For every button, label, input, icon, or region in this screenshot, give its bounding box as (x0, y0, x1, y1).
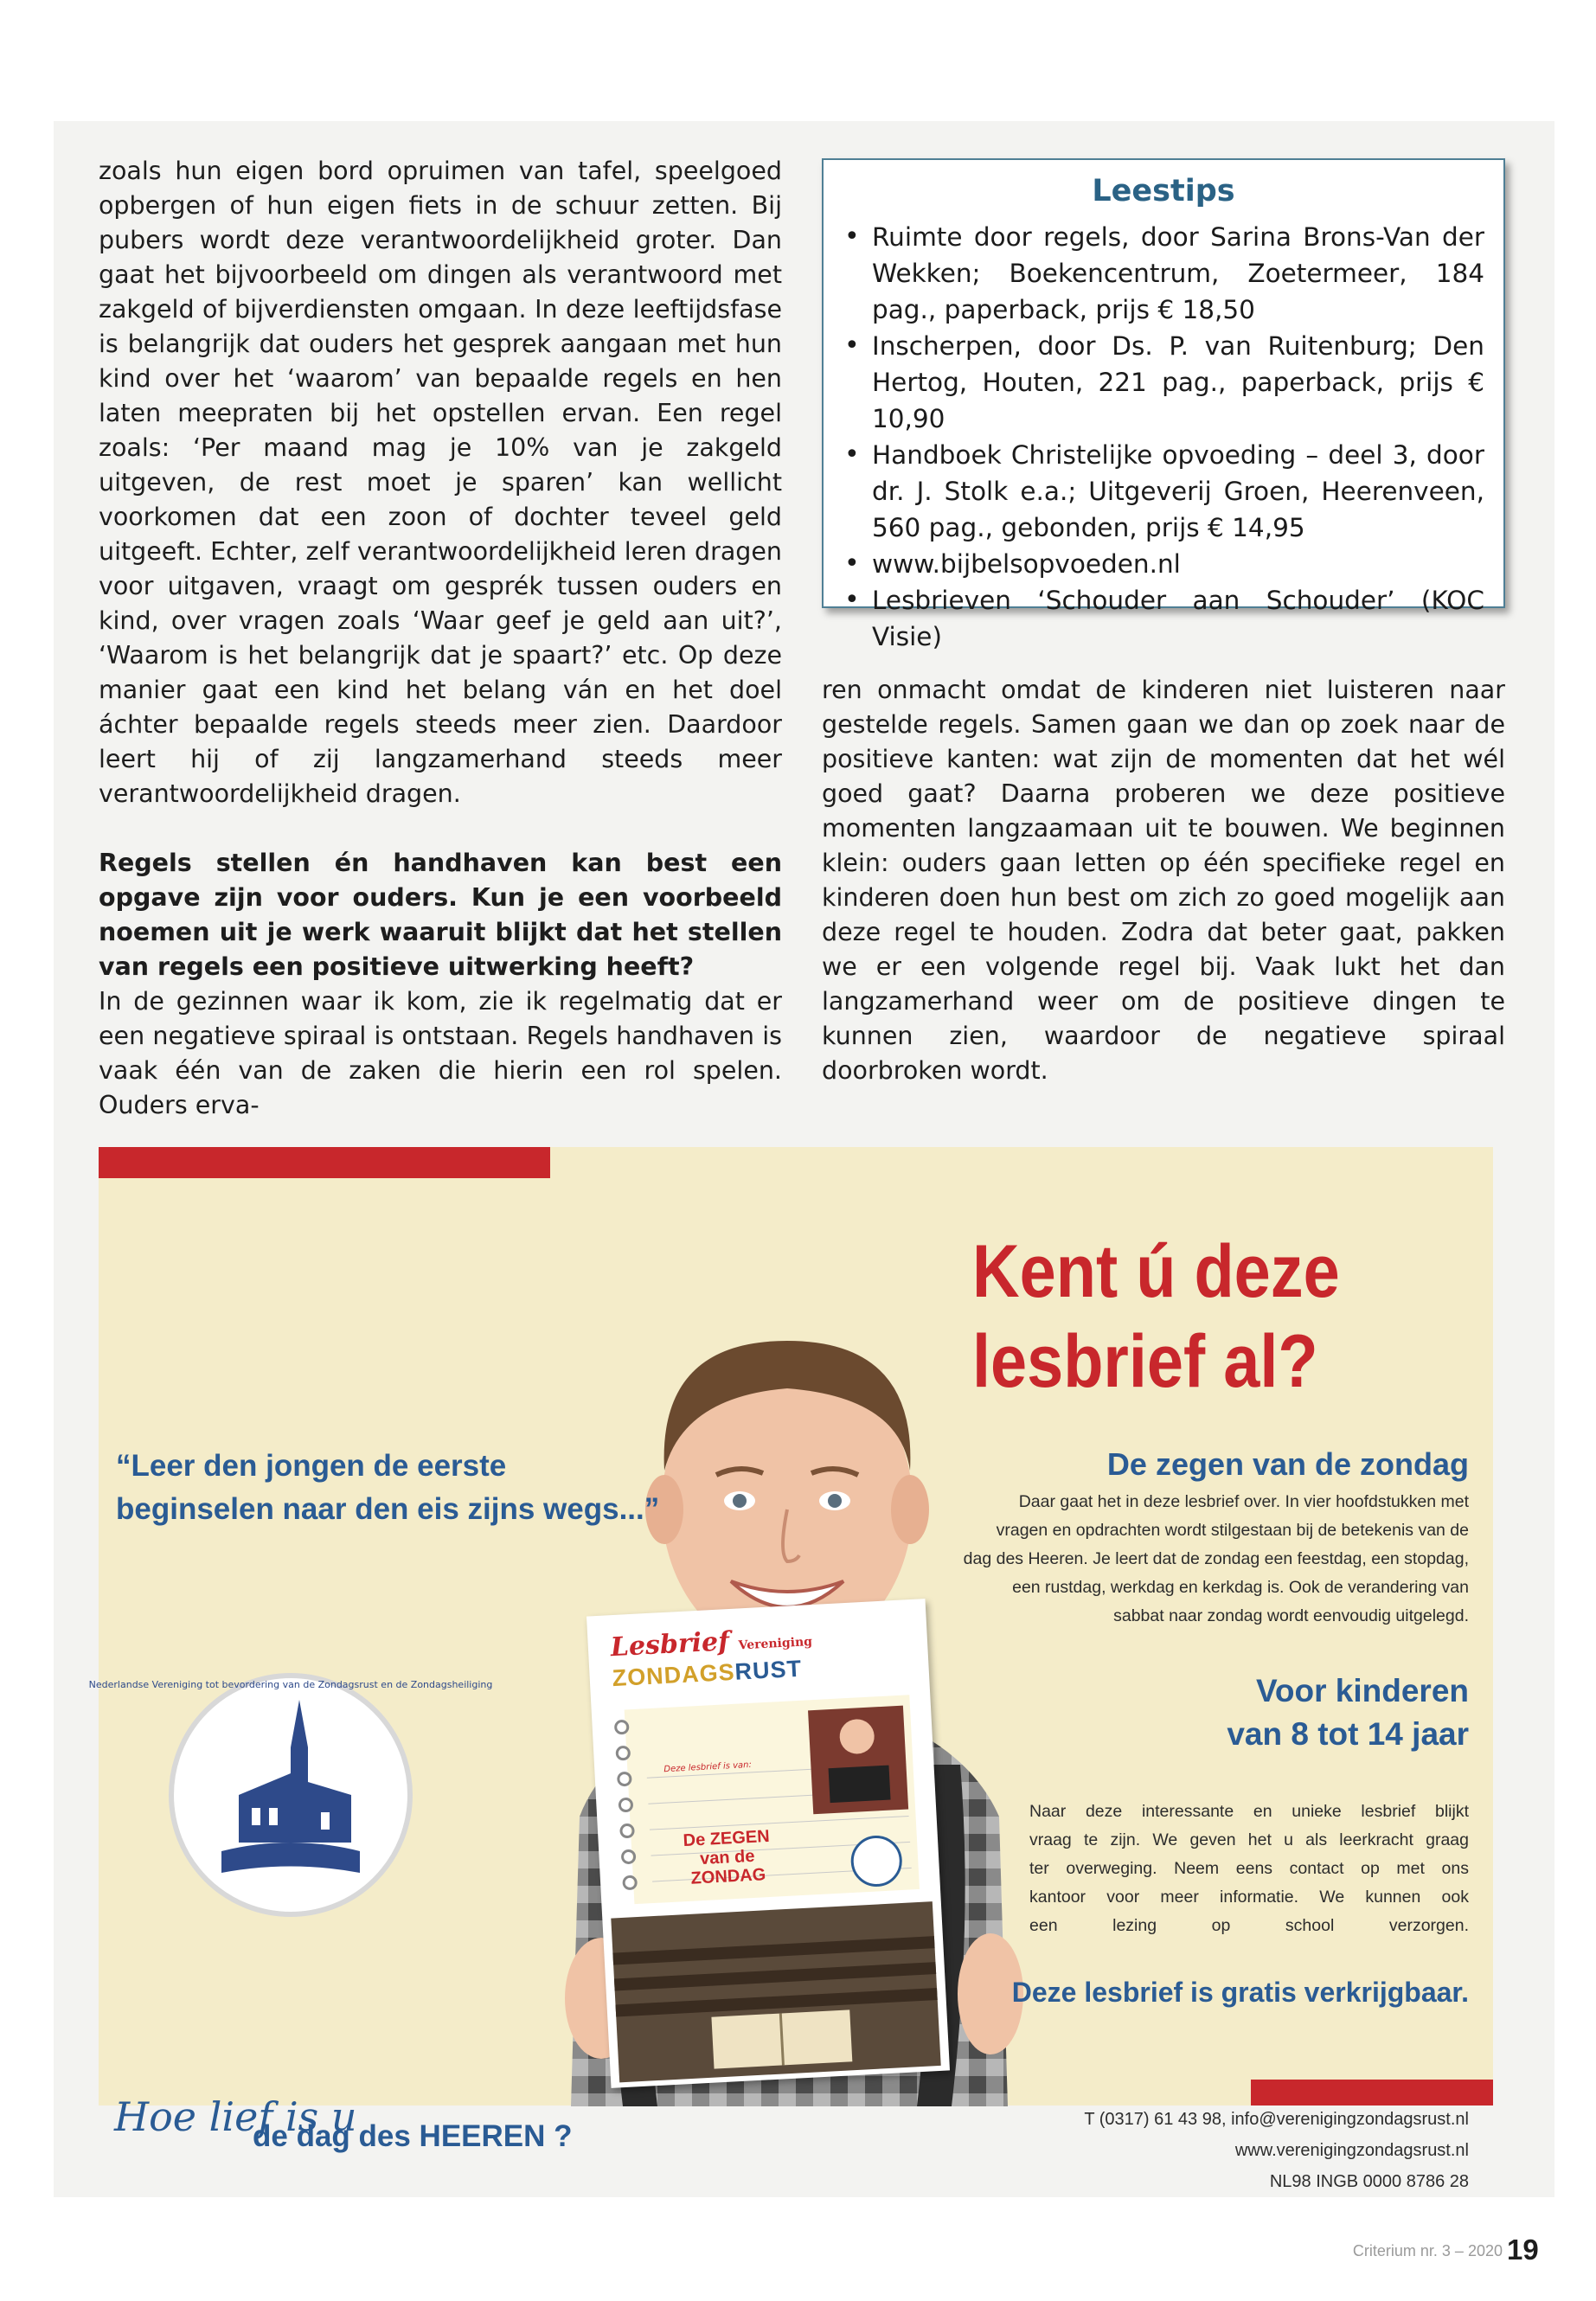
ad-teacher-line: ter overweging. Neem eens contact op met ons (1029, 1859, 1469, 1878)
ad-description-line: dag des Heeren. Je leert dat de zondag een feestdag, een stopdag, (963, 1549, 1469, 1568)
article-left-column (99, 154, 782, 1123)
leestips-item-link[interactable]: • www.bijbelsopvoeden.nl (843, 546, 1484, 582)
leestips-item: • Handboek Christelijke opvoeding – deel 3, door dr. J. Stolk e.a.; Uitgeverij Groen, Heerenveen, 560 pag., gebonden, prijs € 14,95 (843, 437, 1484, 546)
booklet-subtitle-line: van de (699, 1846, 756, 1869)
booklet-subtitle-line: De ZEGEN (683, 1826, 771, 1851)
interview-question: Regels stellen én handhaven kan best een opgave zijn voor ouders. Kun je een voorbeeld noemen uit je werk waaruit blijkt dat het stellen van regels een positieve uitwerking heeft? (99, 849, 782, 981)
article-right-column (822, 673, 1505, 1088)
ad-description-line: vragen en opdrachten wordt stilgestaan bij de betekenis van de (996, 1521, 1469, 1540)
ad-free-notice: Deze lesbrief is gratis verkrijgbaar. (1011, 1977, 1469, 2008)
booklet-title-word: Lesbrief (609, 1626, 730, 1663)
ad-description-line: Daar gaat het in deze lesbrief over. In vier hoofdstukken met (1018, 1492, 1469, 1511)
page-number: 19 (1507, 2234, 1539, 2266)
ad-age-line: Voor kinderen (1255, 1673, 1469, 1708)
leestips-item: • Inscherpen, door Ds. P. van Ruitenburg; Den Hertog, Houten, 221 pag., paperback, prijs € 10,90 (843, 328, 1484, 437)
leestips-box (822, 158, 1505, 651)
ad-contact-block (952, 2104, 1469, 2197)
ad-description-line: een rustdag, werkdag en kerkdag is. Ook de verandering van (1012, 1578, 1469, 1597)
booklet-subtitle (674, 1826, 780, 1888)
ad-bible-quote (116, 1445, 670, 1531)
ad-slogan-script: Hoe lief is u (114, 2093, 357, 2140)
ad-slogan: de dag des HEEREN ? (253, 2119, 573, 2153)
leestips-item: • Lesbrieven ‘Schouder aan Schouder’ (KOC Visie) (843, 582, 1484, 655)
ad-teacher-line: kantoor voor meer informatie. We kunnen ook (1029, 1888, 1469, 1907)
ad-teacher-text (1029, 1798, 1469, 1940)
ad-teacher-line: een lezing op school verzorgen. (1029, 1916, 1469, 1935)
church-interior-photo (611, 1901, 940, 2082)
ad-contact-website[interactable]: www.verenigingzondagsrust.nl (1234, 2141, 1469, 2160)
vereniging-zondagsrust-logo (88, 1665, 493, 1925)
ad-description (865, 1488, 1469, 1631)
ad-quote-line: beginselen naar den eis zijns wegs...” (116, 1492, 660, 1526)
booklet-name-part2: RUST (734, 1655, 803, 1685)
article-paragraph: ren onmacht omdat de kinderen niet luisteren naar gestelde regels. Samen gaan we dan op zoek naar de positieve kanten: wat zijn de momenten dat het wél goed gaat? Daarna proberen we deze positieve momenten langzaamaan uit te bouwen. We beginnen klein: ouders gaan letten op één specifieke regel en kinderen doen hun best om zich zo goed mogelijk aan deze regel te houden. Zodra dat beter gaat, pakken we er een volgende regel bij. Vaak lukt het dan langzamerhand weer om de positieve dingen te kunnen zien, waardoor de negatieve spiraal doorbroken wordt. (822, 676, 1505, 1085)
ad-description-line: sabbat naar zondag wordt eenvoudig uitgelegd. (1113, 1606, 1469, 1625)
leestips-list (843, 219, 1484, 655)
ad-contact-phone-email[interactable]: T (0317) 61 43 98, info@verenigingzondagsrust.nl (1084, 2110, 1469, 2129)
article-paragraph: In de gezinnen waar ik kom, zie ik regelmatig dat er een negatieve spiraal is ontstaan. Regels handhaven is vaak één van de zaken die hierin een rol spelen. Ouders erva- (99, 987, 782, 1119)
booklet-name-part1: ZONDAGS (611, 1658, 736, 1692)
article-paragraph: zoals hun eigen bord opruimen van tafel, speelgoed opbergen of hun eigen fiets in de schuur zetten. Bij pubers wordt deze verantwoordelijkheid groter. Dan gaat het bijvoorbeeld om dingen als verantwoord met zakgeld of bijverdiensten omgaan. In deze leeftijdsfase is belangrijk dat ouders het gesprek aangaan met hun kind over het ‘waarom’ van bepaalde regels en hen laten meepraten bij het opstellen ervan. Een regel zoals: ‘Per maand mag je 10% van je zakgeld uitgeven, de rest moet je sparen’ kan wellicht voorkomen dat een zoon of dochter teveel geld uitgeeft. Echter, zelf verantwoordelijkheid leren dragen voor uitgaven, vraagt om gesprék tussen ouders en kind, over vragen zoals ‘Waar geef je geld aan uit?’, ‘Waarom is het belangrijk dat je spaart?’ etc. Op deze manier gaat een kind het belang ván en het doel áchter bepaalde regels steeds meer zien. Daardoor leert hij of zij langzamerhand steeds meer verantwoordelijkheid dragen. (99, 157, 782, 808)
leestips-item: • Ruimte door regels, door Sarina Brons-Van der Wekken; Boekencentrum, Zoetermeer, 184 pag., paperback, prijs € 18,50 (843, 219, 1484, 328)
booklet-owner-label: Deze lesbrief is van: (663, 1759, 753, 1775)
leestips-title: Leestips (1092, 174, 1235, 208)
ad-contact-iban: NL98 INGB 0000 8786 28 (1269, 2172, 1469, 2191)
ad-headline-line: lesbrief al? (972, 1320, 1318, 1403)
ad-headline (972, 1227, 1399, 1407)
ad-teacher-line: vraag te zijn. We geven het u als leerkracht graag (1029, 1830, 1469, 1849)
booklet-title-small: Vereniging (738, 1635, 813, 1653)
ad-quote-line: “Leer den jongen de eerste (116, 1449, 507, 1483)
ad-red-bar-top (99, 1147, 550, 1178)
ad-age-line: van 8 tot 14 jaar (1227, 1716, 1469, 1752)
lesbrief-booklet (586, 1599, 950, 2088)
ad-subheading-zegen: De zegen van de zondag (1106, 1446, 1469, 1482)
ad-red-bar-bottom (1251, 2080, 1493, 2106)
ad-teacher-line: Naar deze interessante en unieke lesbrief blijkt (1029, 1802, 1469, 1821)
publication-footer: Criterium nr. 3 – 2020 (1352, 2242, 1503, 2259)
logo-text: Nederlandse Vereniging tot bevordering van de Zondagsrust en de Zondagsheiliging (88, 1679, 493, 1690)
ad-subheading-age (1081, 1670, 1469, 1756)
booklet-subtitle-line: ZONDAG (690, 1865, 766, 1888)
ad-headline-line: Kent ú deze (972, 1230, 1340, 1313)
